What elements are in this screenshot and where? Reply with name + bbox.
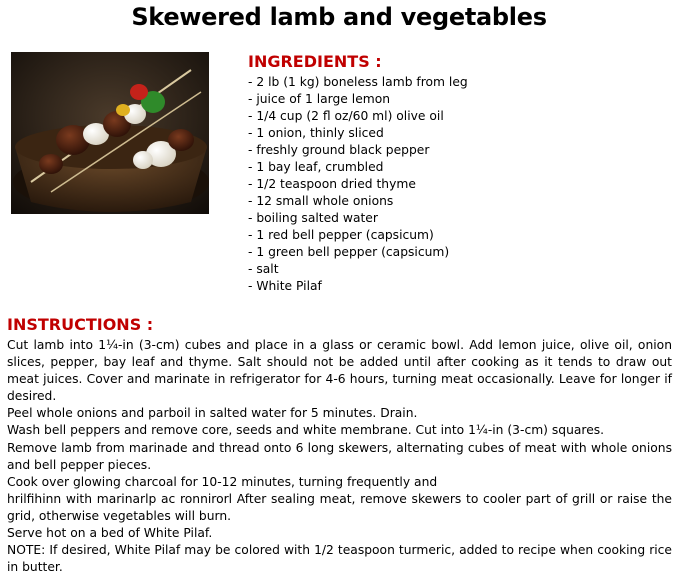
instruction-paragraph: Cook over glowing charcoal for 10-12 minutes, turning frequently and bbox=[7, 474, 438, 489]
instruction-paragraph: Cut lamb into 1¼-in (3-cm) cubes and place in a glass or ceramic bowl. Add lemon juice, olive oil, onion slices, pepper, bay leaf and thyme. Salt should not be added until after cooking as it tends to draw out meat juices. Cover and marinate in refrigerator for 4-6 hours, turning meat occasionally. Leave for longer if desired. bbox=[7, 338, 672, 404]
ingredient-item: - juice of 1 large lemon bbox=[248, 92, 391, 106]
ingredients-list bbox=[248, 74, 668, 295]
instructions-heading: INSTRUCTIONS : bbox=[7, 315, 154, 334]
instruction-paragraph: Serve hot on a bed of White Pilaf. bbox=[7, 526, 213, 541]
skewered-lamb-photo bbox=[11, 52, 209, 214]
ingredient-item: - salt bbox=[248, 262, 279, 276]
ingredient-item: - 1 bay leaf, crumbled bbox=[248, 160, 384, 174]
ingredients-heading: INGREDIENTS : bbox=[248, 52, 382, 71]
ingredient-item: - 1 onion, thinly sliced bbox=[248, 126, 384, 140]
instruction-paragraph: NOTE: If desired, White Pilaf may be colored with 1/2 teaspoon turmeric, added to recipe when cooking rice in butter. bbox=[7, 543, 672, 575]
ingredient-item: - 1 green bell pepper (capsicum) bbox=[248, 245, 450, 259]
ingredient-item: - White Pilaf bbox=[248, 279, 322, 293]
instructions-section bbox=[7, 315, 672, 576]
ingredient-item: - 2 lb (1 kg) boneless lamb from leg bbox=[248, 75, 468, 89]
ingredients-section bbox=[248, 52, 668, 295]
ingredient-item: - 12 small whole onions bbox=[248, 194, 394, 208]
page-title: Skewered lamb and vegetables bbox=[131, 3, 547, 31]
ingredient-item: - 1/2 teaspoon dried thyme bbox=[248, 177, 416, 191]
ingredient-item: - boiling salted water bbox=[248, 211, 378, 225]
instruction-paragraph: Remove lamb from marinade and thread onto 6 long skewers, alternating cubes of meat with whole onions and bell pepper pieces. bbox=[7, 440, 672, 472]
food-photo-illustration bbox=[11, 52, 209, 214]
instruction-paragraph: hrilfihinn with marinarlp ac ronnirorl After sealing meat, remove skewers to cooler part of grill or raise the grid, otherwise vegetables will burn. bbox=[7, 491, 672, 523]
ingredient-item: - 1/4 cup (2 fl oz/60 ml) olive oil bbox=[248, 109, 444, 123]
ingredient-item: - 1 red bell pepper (capsicum) bbox=[248, 228, 434, 242]
instruction-paragraph: Peel whole onions and parboil in salted water for 5 minutes. Drain. bbox=[7, 406, 418, 421]
ingredient-item: - freshly ground black pepper bbox=[248, 143, 430, 157]
instruction-paragraph: Wash bell peppers and remove core, seeds and white membrane. Cut into 1¼-in (3-cm) squares. bbox=[7, 423, 605, 438]
